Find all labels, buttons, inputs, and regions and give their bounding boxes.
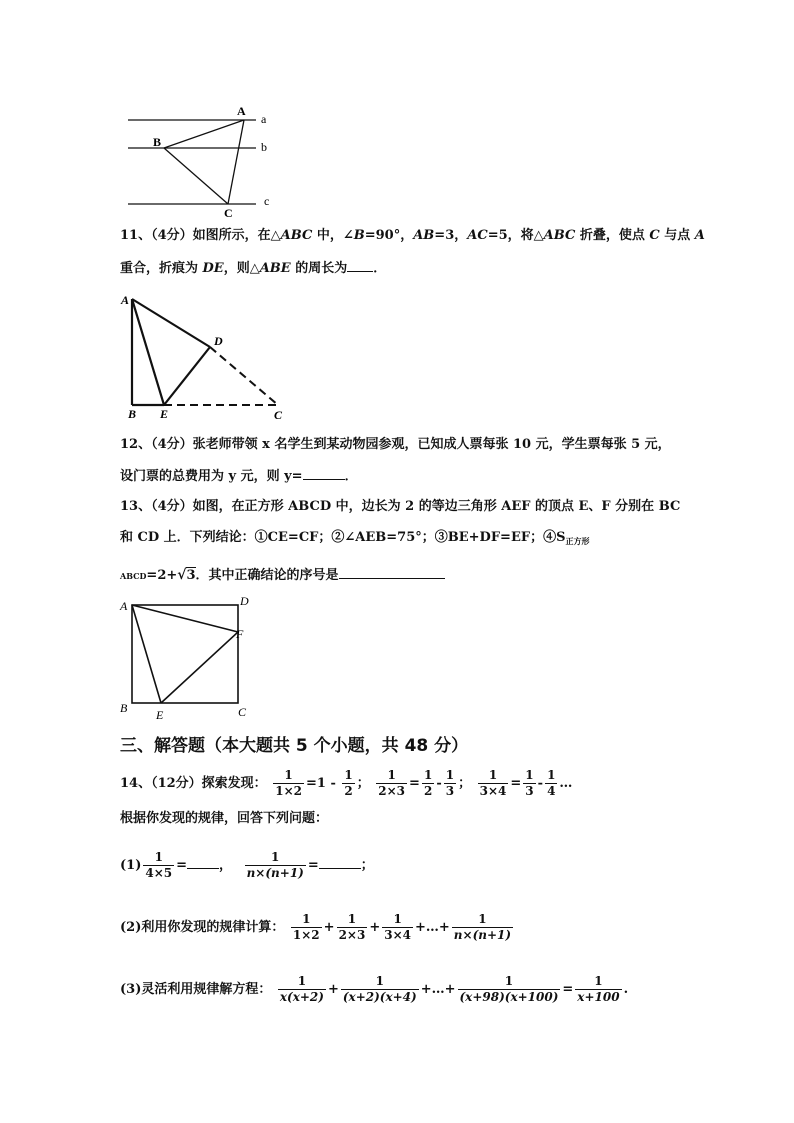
question-13-line3: ABCD=2+√3．其中正确结论的序号是 <box>120 566 445 585</box>
question-11-line1: 11、（4分）如图所示，在△ABC 中，∠B=90°，AB=3，AC=5，将△ABC 折叠，使点 C 与点 A <box>120 228 705 243</box>
answer-blank[interactable] <box>187 856 219 869</box>
question-12-line1: 12、（4分）张老师带领 x 名学生到某动物园参观，已知成人票每张 10 元，学生票每张 5 元， <box>120 437 671 452</box>
answer-blank[interactable] <box>347 259 373 272</box>
point-c-label: C <box>224 206 233 220</box>
question-14-intro: 14、（12分）探索发现： $\frac{1}{1\times 2}$ =1 - $\frac{1}{2}$ ； $\frac{1}{2\times 3}$ = $\frac{1}{2}$ - $\frac{1}{3}$ ； $\frac{1}{3\times 4}$ = $\frac{1}{3}$ - $\frac{1}{4}$ … <box>120 768 573 798</box>
question-12-line2: 设门票的总费用为 y 元，则 y= ． <box>120 469 358 484</box>
fig13-e-label: E <box>156 708 164 722</box>
fig11-a-label: A <box>121 293 130 307</box>
line-c-label: c <box>264 194 270 208</box>
question-11-line2: 重合，折痕为 DE，则△ABE 的周长为 ． <box>120 261 387 276</box>
fig11-d-label: D <box>214 334 223 348</box>
question-14-part3: (3)灵活利用规律解方程： $\frac{1}{x(x+2)}$ + $\frac{1}{(x+2)(x+4)}$ +…+ $\frac{1}{(x+98)(x+100)}$ = $\frac{1}{x+100}$ . <box>120 974 629 1004</box>
section-3-title: 三、解答题（本大题共 5 个小题，共 48 分） <box>120 736 469 756</box>
point-b-label: B <box>153 135 162 149</box>
parallel-lines-figure <box>120 100 290 220</box>
fold-triangle-figure <box>118 287 293 422</box>
line-a-label: a <box>261 112 267 126</box>
question-14-part2: (2)利用你发现的规律计算： $\frac{1}{1\times 2}$ + $\frac{1}{2\times 3}$ + $\frac{1}{3\times 4}$ +…+ $\frac{1}{n\times(n+1)}$ <box>120 912 512 942</box>
question-13-line1: 13、（4分）如图，在正方形 ABCD 中，边长为 2 的等边三角形 AEF 的顶点 E、F 分别在 BC <box>120 499 681 514</box>
question-13-line2: 和 CD 上．下列结论：①CE=CF；②∠AEB=75°；③BE+DF=EF；$④S_{正方形}$ <box>120 530 590 546</box>
fig13-a-label: A <box>120 599 128 613</box>
fig11-e-label: E <box>160 407 169 421</box>
fig13-f-label: F <box>236 627 244 641</box>
fig13-c-label: C <box>238 705 247 719</box>
answer-blank[interactable] <box>319 856 361 869</box>
answer-blank[interactable] <box>303 467 345 480</box>
fig13-d-label: D <box>240 594 249 608</box>
question-14-part1: (1) $\frac{1}{4\times 5}$ = ， $\frac{1}{n\times(n+1)}$ = ； <box>120 850 374 880</box>
answer-blank[interactable] <box>339 566 445 579</box>
line-b-label: b <box>261 140 267 154</box>
question-14-rule: 根据你发现的规律，回答下列问题： <box>120 811 329 826</box>
fig11-c-label: C <box>274 408 283 422</box>
point-a-label: A <box>237 104 246 118</box>
square-triangle-figure <box>116 594 256 722</box>
fig13-b-label: B <box>120 701 128 715</box>
fig11-b-label: B <box>128 407 137 421</box>
